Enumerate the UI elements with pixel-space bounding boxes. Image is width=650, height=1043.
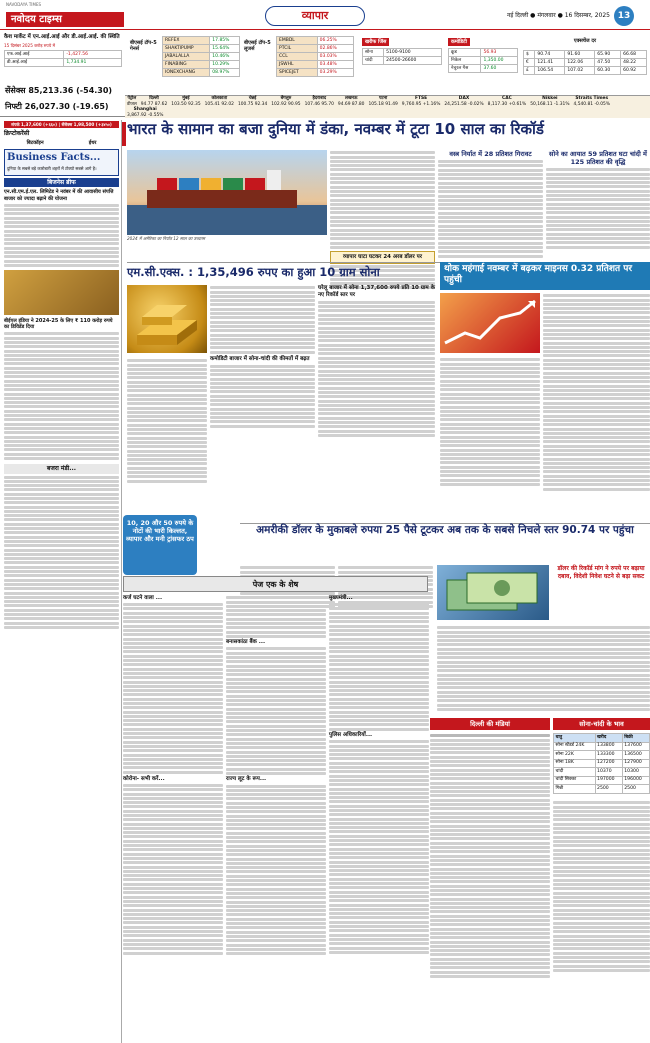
strip-item-value: 3,867.92 -0.55% [127,112,164,118]
page6-title: पेज एक के शेष [123,576,428,592]
gold-story-col0 [127,358,207,484]
inflation-col2 [543,293,650,492]
page6-col3 [329,595,429,955]
strip-item-value: 9,760.95 +1.16% [401,101,441,107]
strip-item [169,96,202,107]
page6-left-body [4,476,119,629]
page-number: 13 [614,6,634,26]
rates-header-row: धातु खरीद बिक्री [554,734,650,743]
strip-item-value: 8,117.30 +0.61% [487,101,527,107]
inflation-headline: थोक महंगाई नवम्बर में बढ़कर माइनस 0.32 प्रतिशत पर पहुंची [440,262,650,290]
strip-item-value: 103.50 92.35 [171,101,201,107]
currency-table [523,50,647,75]
container-ship-icon [127,150,327,235]
trade-photo [127,150,327,235]
page6-col2 [226,595,326,956]
strip-item-value: 50,168.11 -1.31% [530,101,570,107]
strip-item [528,96,571,107]
trade-photo-caption: 2024 में अमेरिका का निर्यात 12 साल का उच्चतम [127,236,206,241]
delhi-mandi-list [430,733,550,979]
banknote-icon [437,565,549,620]
loser-row: SPICEJET 03.29% [277,69,354,77]
page6-s7-head: कोरोना- सभी करें... [123,775,165,782]
business-facts-box [4,149,119,176]
nifty-line: निफ्टी 26,027.30 (-19.65) [5,102,109,111]
commodity-table: क्रूड 56.93 निकेल 1,350.00 नेचुरल गैस 37.60 [448,48,518,73]
fii-dii-head: कैश मार्केट में एन.आई.आई और डी.आई.आई. की स्थिति [4,34,120,40]
commodity-head: कमोडिटी [448,38,470,46]
gold-subhead: घरेलू बाजार में सोना 1,37,600 रुपये प्रति 10 ग्राम के नए रिकॉर्ड स्तर पर [318,285,435,298]
brief-head: बिजनेस ब्रीफ [4,178,119,188]
gainer-row: JABALALLA 10.46% [163,53,240,61]
strip-item-name: FTSE [415,96,428,101]
fii-value: -1,427.56 [64,51,122,59]
commodity-block [448,38,518,73]
strip-item [125,96,139,107]
business-facts-title: Business Facts... [7,152,101,163]
kharif-block [362,38,442,65]
dollar-notes-photo [437,565,549,620]
strip-item-name: Nikkei [542,96,558,101]
gold-bar-icon [127,285,207,353]
gold-silver-rates-table [553,733,650,794]
gold-import-column [546,150,650,250]
rates-row: चांदी 10370 10300 [554,768,650,777]
currency-head: एक्सचेंज दर [573,38,597,44]
delhi-mandi-title: दिल्ली की मंडियां [430,718,550,730]
currency-row: $ 90.74 91.60 65.90 66.68 [524,51,647,59]
rates-row: चांदी सिक्का 197000 196000 [554,776,650,785]
fii-label: एफ.आई.आई [5,51,64,59]
strip-item-value: 105.41 92.02 [204,101,234,107]
rates-row: सोना स्टैंडर्ड 24K 133800 137600 [554,742,650,751]
page6-s3-head: मुख्यमंत्री... [329,595,353,601]
gainers-table [162,36,240,77]
strip-item-name: दिल्ली [149,96,159,101]
left-column [4,120,122,1043]
crypto-ether: ईथर [88,139,97,146]
strip-item-value: 94.77 87.62 [140,101,168,107]
gold-rates-notes [553,800,650,973]
strip-item-value: 4,540.81 -0.05% [573,101,610,107]
brand-tag: NAVODAYA TIMES [6,2,42,7]
losers-label: बीएसई टॉप-5 लूजर्स [244,40,271,53]
gold-silver-rates-title: सोना-चांदी के भाव [553,718,650,730]
kharif-table: सोना 5100-9100 चांदी 24500-26600 [362,48,442,65]
gainer-row: FINABING 10.29% [163,61,240,69]
page6-s6-head: पुलिस अधिकारियों... [329,732,373,739]
rupee-subhead: डॉलर की रिकॉर्ड मांग ने रुपये पर बढ़ाया दबाव, विदेशी निवेश घटने से बढ़ा सकट [552,565,650,585]
strip-item-value: 107.46 95.70 [304,101,334,107]
strip-item-name: हैदराबाद [312,96,327,101]
rates-row: सोना 18K 127200 127900 [554,759,650,768]
crypto-head: क्रिप्टोकरेंसी [4,130,30,138]
strip-item-name: पटना [378,96,388,101]
gainers-label: बीएसई टॉप-5 गेनर्स [130,40,157,53]
rates-row: सोना 22K 133300 136500 [554,751,650,760]
inflation-photo [440,293,540,353]
strip-item [203,96,236,107]
gainer-row: REFEX 17.85% [163,37,240,45]
crypto-items [4,140,119,146]
strip-item-value: 94.69 87.80 [337,101,365,107]
main-headline: भारत के सामान का बजा दुनिया में डंका, नवम्बर में टूटा 10 साल का रिकॉर्ड [127,120,597,147]
gold-story-col1 [210,285,315,429]
currency-block [523,38,647,75]
loser-row: CCL 03.03% [277,53,354,61]
strip-item-name: मुंबई [182,96,190,101]
brief2-headline: बीईएल इंडिया ने 2024-25 के लिए ₹ 110 करोड़ रुपये का डिविडेंड दिया [4,317,113,331]
brief1-body [4,204,119,267]
main-story-col2-body [330,151,435,249]
strip-item [336,96,367,107]
inflation-chart-icon [440,293,540,353]
brief2-body [4,332,119,460]
import-head: व्यापार घाटा घटकर 24 अरब डॉलर पर [330,251,435,264]
strip-item-name: चेन्नई [248,96,257,101]
currency-row: € 121.41 122.06 47.50 48.22 [524,59,647,67]
business-facts-text: दुनिया के सबसे बड़े कारोबारी शहरों में टोक्यो सबसे आगे है। [7,165,97,171]
gainer-row: IONEXCHANG 08.97% [163,69,240,77]
loser-row: JSWHL 03.48% [277,61,354,69]
crypto-bitcoin: बिटकॉइन [26,139,44,146]
strip-item [303,96,336,107]
notes-shortage-pullquote: 10, 20 और 50 रुपये के नोटों की भारी किल्लत, व्यापार और मनी ट्रांसफर ठप [123,515,197,575]
loser-row: EMBDL 06.25% [277,37,354,45]
loser-row: PTCIL 02.86% [277,45,354,53]
rupee-headline: अमरीकी डॉलर के मुकाबले रुपया 25 पैसे टूटकर अब तक के सबसे निचले स्तर 90.74 पर पहुंचा [240,523,650,547]
fii-dii-date: 15 दिसंबर 2025 करोड़ रुपये में [4,42,55,48]
dii-value: 1,734.91 [64,59,122,67]
masthead [0,0,650,30]
rates-row: गिन्नी 2500 2500 [554,785,650,794]
strip-item [236,96,269,107]
strip-item [139,96,170,107]
dateline: नई दिल्ली ● मंगलवार ● 16 दिसम्बर, 2025 [507,12,610,19]
fuel-and-index-strip [125,95,650,118]
page6-left-head: बजरा मंडी... [4,464,119,474]
section-title: व्यापार [265,6,365,26]
gold-headline: एम.सी.एक्स. : 1,35,496 रुपए का हुआ 10 ग्राम सोना [127,262,507,280]
strip-item [486,96,529,107]
strip-item-value: 102.92 90.95 [271,101,301,107]
brand-logo: नवोदय टाइम्स [6,12,124,27]
losers-table [276,36,354,77]
strip-item-name: पेट्रोल [127,96,137,101]
strip-item [572,96,612,107]
sensex-line: सेंसेक्स 85,213.36 (-54.30) [5,86,113,95]
strip-item-value: डीजल [127,101,137,107]
textiles-headline: वस्त्र निर्यात में 28 प्रतिशत गिरावट [449,150,532,158]
strip-item [400,96,443,107]
kharif-head: खरीफ जिंस [362,38,389,46]
rupee-col3 [437,625,650,712]
brief1-headline: एन.सी.एम.ई.एल. लिमिटेड ने नवंबर में की आवासीय संपत्ति बाजार को ज्यादा बढ़ाने की योजना [4,189,114,202]
page6-s5-head: राज्य लूट के रूप... [226,776,267,783]
strip-item-name: बेंगलुरु [280,96,292,101]
page6-s2-head: कर्ज घटने वाला ... [123,595,163,601]
promo-line: संपर्क 1,37,600 (+६६०) | सेंसेक्स 1,98,500 (+३४५०) [4,121,119,128]
strip-item-name: DAX [458,96,470,101]
inflation-col1 [440,357,540,487]
strip-item-value: 24,251.58 -0.02% [444,101,484,107]
strip-item [125,107,165,118]
textiles-column [438,150,543,259]
gold-import-headline: सोने का आयात 59 प्रतिशत घटा चांदी में 125 प्रतिशत की वृद्धि [549,150,647,167]
silver-subhead: कमोडिटी बाजार में सोना-चांदी की कीमतों में बढ़त [210,355,310,362]
page6-col1 [123,595,223,956]
brief-photo [4,270,119,315]
strip-item-name: CAC [502,96,512,101]
strip-item [269,96,302,107]
currency-row: £ 106.54 107.02 60.30 60.92 [524,67,647,75]
strip-item-name: Shanghai [133,107,157,113]
strip-item-name: Straits Times [575,96,609,101]
strip-item [442,96,485,107]
strip-item [366,96,399,107]
gold-bars-photo [127,285,207,353]
strip-item-value: 100.75 92.34 [237,101,268,107]
dii-label: डी.आई.आई [5,59,64,67]
gold-story-col2 [318,285,435,438]
fii-dii-block [4,34,124,67]
page6-s4-head: बनासकांठा बैंक ... [226,639,266,646]
strip-item-value: 105.18 91.49 [368,101,398,107]
strip-item-name: लखनऊ [344,96,358,101]
headline-accent [122,122,126,146]
fii-dii-table [4,50,122,67]
gainer-row: SHAKTIPUMP 15.64% [163,45,240,53]
strip-item-name: कोलकाता [211,96,228,101]
